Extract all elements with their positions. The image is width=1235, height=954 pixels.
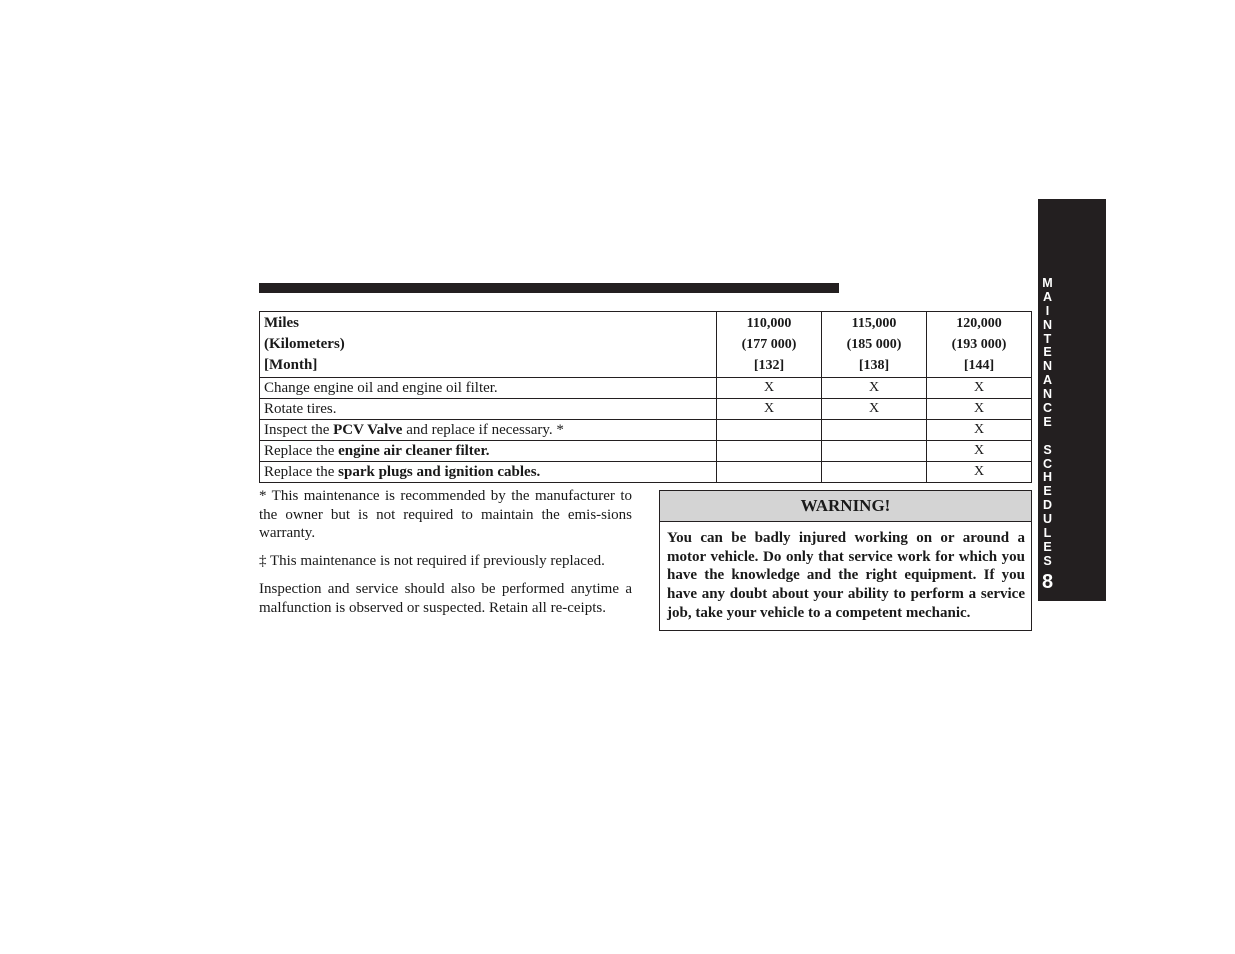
table-row bbox=[260, 420, 1032, 441]
chapter-letter: E bbox=[1043, 539, 1052, 554]
task-text: and replace if necessary. * bbox=[402, 422, 564, 438]
mark-cell: X bbox=[927, 420, 1032, 441]
inspection-note: Inspection and service should also be performed anytime a malfunction is observed or suspected. Retain all re-ceipts. bbox=[259, 581, 632, 616]
warning-body: You can be badly injured working on or around a motor vehicle. Do only that service work for which you have the knowledge and the right equipment. If you have any doubt about your ability to perform a service job, take your vehicle to a competent mechanic. bbox=[667, 530, 1025, 621]
mark-cell bbox=[717, 441, 822, 462]
table-row bbox=[260, 441, 1032, 462]
interval-km: (185 000) bbox=[846, 337, 902, 352]
chapter-letter: E bbox=[1043, 345, 1052, 360]
mark-cell: X bbox=[927, 378, 1032, 399]
mark-cell: X bbox=[822, 378, 927, 399]
mark-cell bbox=[717, 462, 822, 483]
table-row bbox=[260, 462, 1032, 483]
chapter-title-vertical bbox=[1038, 277, 1057, 569]
chapter-letter: L bbox=[1043, 526, 1052, 541]
task-text: Rotate tires. bbox=[264, 401, 337, 417]
header-miles-label: Miles bbox=[264, 315, 299, 331]
task-text: Inspect the bbox=[264, 422, 334, 438]
chapter-letter: N bbox=[1042, 317, 1053, 332]
chapter-letter: N bbox=[1042, 359, 1053, 374]
chapter-letter: N bbox=[1042, 387, 1053, 402]
header-interval-cell bbox=[717, 312, 822, 378]
header-interval-cell bbox=[927, 312, 1032, 378]
task-cell bbox=[260, 399, 717, 420]
mark-cell bbox=[822, 462, 927, 483]
chapter-letter: C bbox=[1042, 401, 1053, 416]
mark-cell: X bbox=[717, 378, 822, 399]
mark-cell: X bbox=[927, 462, 1032, 483]
header-month-label: [Month] bbox=[264, 357, 318, 373]
warning-title: WARNING! bbox=[660, 491, 1031, 522]
chapter-letter: E bbox=[1043, 484, 1052, 499]
chapter-letter: I bbox=[1045, 303, 1050, 318]
footnotes bbox=[259, 487, 632, 627]
task-text: Change engine oil and engine oil filter. bbox=[264, 380, 498, 396]
chapter-letter: M bbox=[1042, 276, 1053, 290]
maintenance-schedule-table bbox=[259, 311, 1032, 483]
mark-cell: X bbox=[717, 399, 822, 420]
chapter-letter: H bbox=[1042, 470, 1053, 485]
table-header-row bbox=[260, 312, 1032, 378]
task-cell bbox=[260, 420, 717, 441]
chapter-letter: S bbox=[1043, 553, 1052, 568]
interval-km: (177 000) bbox=[741, 337, 797, 352]
interval-miles: 115,000 bbox=[851, 316, 897, 331]
interval-month: [138] bbox=[858, 358, 890, 373]
footnote-double-dagger: ‡ This maintenance is not required if previously replaced. bbox=[259, 553, 605, 570]
header-interval-cell bbox=[822, 312, 927, 378]
task-cell bbox=[260, 441, 717, 462]
mark-cell: X bbox=[927, 441, 1032, 462]
task-text-bold: engine air cleaner filter. bbox=[338, 443, 490, 459]
section-rule bbox=[259, 283, 839, 293]
interval-km: (193 000) bbox=[951, 337, 1007, 352]
interval-miles: 120,000 bbox=[956, 316, 1002, 331]
chapter-letter: C bbox=[1042, 456, 1053, 471]
chapter-side-tab bbox=[1038, 199, 1106, 601]
header-kilometers-label: (Kilometers) bbox=[264, 336, 345, 352]
chapter-letter: A bbox=[1042, 289, 1053, 304]
chapter-number: 8 bbox=[1041, 571, 1054, 593]
interval-month: [144] bbox=[963, 358, 995, 373]
header-label-cell bbox=[260, 312, 717, 378]
mark-cell bbox=[717, 420, 822, 441]
chapter-letter: D bbox=[1042, 498, 1053, 513]
footnote-asterisk: * This maintenance is recommended by the manufacturer to the owner but is not required to maintain the emis-sions warranty. bbox=[259, 488, 632, 542]
chapter-letter: S bbox=[1043, 442, 1052, 457]
mark-cell: X bbox=[822, 399, 927, 420]
table-row bbox=[260, 378, 1032, 399]
interval-miles: 110,000 bbox=[746, 316, 792, 331]
chapter-letter: U bbox=[1042, 512, 1053, 527]
table-row bbox=[260, 399, 1032, 420]
warning-box bbox=[659, 490, 1032, 631]
task-cell bbox=[260, 378, 717, 399]
task-text: Replace the bbox=[264, 443, 339, 459]
task-text: Replace the bbox=[264, 464, 339, 480]
task-text-bold: PCV Valve bbox=[333, 422, 403, 438]
chapter-letter: E bbox=[1043, 414, 1052, 429]
interval-month: [132] bbox=[753, 358, 785, 373]
mark-cell bbox=[822, 420, 927, 441]
mark-cell bbox=[822, 441, 927, 462]
task-cell bbox=[260, 462, 717, 483]
chapter-letter: A bbox=[1042, 373, 1053, 388]
chapter-letter: T bbox=[1043, 331, 1052, 346]
task-text-bold: spark plugs and ignition cables. bbox=[338, 464, 541, 480]
mark-cell: X bbox=[927, 399, 1032, 420]
